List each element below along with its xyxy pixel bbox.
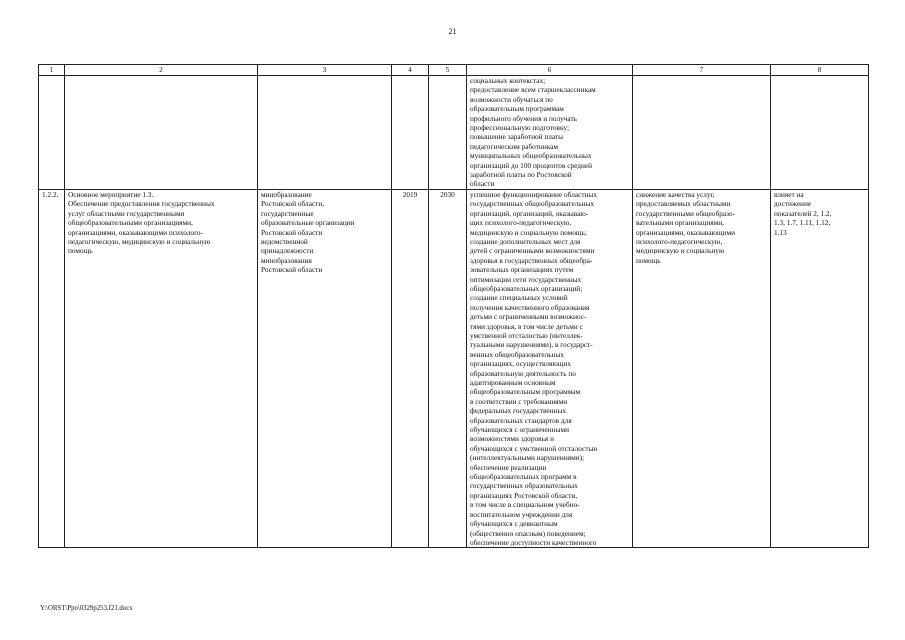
- text-line: оптимизации сети государственных: [470, 274, 582, 284]
- file-path-footer: Y:\ORST\Ppo\0329p253.f21.docx: [40, 605, 133, 612]
- text-line: умственной отсталостью (интеллек-: [470, 330, 583, 340]
- text-line: педагогическую, медицинскую и социальную: [68, 236, 211, 246]
- row-number: 1.2.2.: [39, 189, 65, 547]
- text-line: Обеспечение предоставления государственных: [68, 199, 215, 209]
- page-number: 21: [448, 27, 457, 36]
- text-line: детьми с ограниченными возможнос-: [470, 312, 587, 322]
- text-line: влияет на: [774, 189, 804, 199]
- text-line: помощь: [68, 246, 93, 256]
- text-line: обучающихся с умственной отсталостью: [470, 443, 598, 453]
- text-line: детей с ограниченными возможностями: [470, 246, 595, 256]
- column-number-row: [39, 65, 869, 76]
- text-line: достижение: [774, 199, 812, 209]
- text-line: показателей 2, 1.2,: [774, 208, 832, 218]
- text-line: заработной платы по Ростовской: [470, 170, 572, 180]
- text-line: тями здоровья, в том числе детьми с: [470, 321, 583, 331]
- text-line: области: [470, 179, 495, 189]
- text-line: общеобразовательными организациями,: [68, 218, 193, 228]
- empty-cell: [771, 76, 869, 190]
- column-number: 5: [429, 65, 467, 76]
- text-line: в соответствии с требованиями: [470, 396, 568, 406]
- text-line: общеобразовательным программам: [470, 387, 581, 397]
- text-line: обеспечение доступности качественного: [470, 537, 597, 547]
- text-line: образовательных стандартов для: [470, 415, 572, 425]
- column-number: 6: [467, 65, 633, 76]
- text-line: венных общеобразовательных: [470, 349, 565, 359]
- text-line: организациях Ростовской области,: [470, 490, 578, 500]
- empty-cell: [429, 76, 467, 190]
- text-line: общеобразовательных организаций;: [470, 283, 583, 293]
- text-line: организациях, осуществляющих: [470, 359, 571, 369]
- measures-table: [38, 64, 869, 548]
- text-line: повышение заработной платы: [470, 132, 564, 142]
- continuation-row: [39, 76, 869, 190]
- indicators-cell: [771, 189, 869, 547]
- measure-name-cell: [65, 189, 258, 547]
- text-line: успешное функционирование областных: [470, 189, 597, 199]
- text-line: федеральных государственных: [470, 406, 567, 416]
- text-line: возможности обучаться по: [470, 94, 553, 104]
- text-line: 1.3, 1.7, 1.11, 1.12,: [774, 218, 831, 228]
- column-number: 3: [258, 65, 392, 76]
- text-line: зовательных организациях путем: [470, 265, 574, 275]
- text-line: создание специальных условий: [470, 293, 568, 303]
- start-year: 2019: [392, 189, 429, 547]
- empty-cell: [258, 76, 392, 190]
- text-line: Ростовской области: [261, 265, 323, 275]
- text-line: Ростовской области,: [261, 199, 325, 209]
- text-line: профильного обучения и получать: [470, 113, 577, 123]
- text-line: организациями, оказывающими: [636, 227, 735, 237]
- end-year: 2030: [429, 189, 467, 547]
- text-line: государственных общеобразовательных: [470, 199, 595, 209]
- results-continuation-cell: [467, 76, 633, 190]
- text-line: получения качественного образования: [470, 302, 590, 312]
- empty-cell: [39, 76, 65, 190]
- text-line: возможностями здоровья и: [470, 434, 554, 444]
- text-line: минобразования: [261, 255, 312, 265]
- text-line: организаций, организаций, оказываю-: [470, 208, 589, 218]
- text-line: профессиональную подготовку;: [470, 123, 570, 133]
- text-line: государственные: [261, 208, 314, 218]
- text-line: принадлежности: [261, 246, 314, 256]
- text-line: медицинскую и социальную: [636, 246, 725, 256]
- text-line: Ростовской области: [261, 227, 323, 237]
- text-line: 1.13: [774, 227, 787, 237]
- empty-cell: [392, 76, 429, 190]
- text-line: ведомственной: [261, 236, 308, 246]
- text-line: социальных контекстах;: [470, 76, 546, 85]
- text-line: педагогическим работникам: [470, 141, 559, 151]
- expected-results-cell: [467, 189, 633, 547]
- text-line: воспитательном учреждении для: [470, 509, 573, 519]
- text-line: образовательную деятельность по: [470, 368, 576, 378]
- empty-cell: [633, 76, 771, 190]
- text-line: здоровья в государственных общеобра-: [470, 255, 593, 265]
- text-line: вательными организациями,: [636, 218, 724, 228]
- text-line: предоставляемых областными: [636, 199, 731, 209]
- text-line: образовательные организации: [261, 218, 355, 228]
- text-line: организаций до 100 процентов средней: [470, 160, 593, 170]
- consequences-cell: [633, 189, 771, 547]
- text-line: государственными общеобразо-: [636, 208, 736, 218]
- text-line: минобразование: [261, 189, 312, 199]
- column-number: 7: [633, 65, 771, 76]
- text-line: Основное мероприятие 1.3.: [68, 189, 154, 199]
- text-line: услуг областными государственными: [68, 208, 185, 218]
- text-line: общеобразовательных программ в: [470, 472, 577, 482]
- text-line: психолого-педагогическую,: [636, 236, 723, 246]
- text-line: создание дополнительных мест для: [470, 236, 581, 246]
- table-row: [39, 189, 869, 547]
- text-line: адаптированным основным: [470, 378, 556, 387]
- executor-cell: [258, 189, 392, 547]
- text-line: образовательным программам: [470, 104, 564, 114]
- empty-cell: [65, 76, 258, 190]
- text-line: помощь: [636, 255, 661, 265]
- text-line: обучающихся с ограниченными: [470, 425, 570, 435]
- text-line: организациями, оказывающими психолого-: [68, 227, 203, 237]
- text-line: предоставление всем старшеклассникам: [470, 85, 596, 95]
- text-line: обеспечение реализации: [470, 462, 547, 472]
- column-number: 2: [65, 65, 258, 76]
- text-line: снижение качества услуг,: [636, 189, 715, 199]
- text-line: (общественно опасным) поведением;: [470, 528, 586, 538]
- text-line: в том числе в специальном учебно-: [470, 500, 580, 510]
- text-line: муниципальных общеобразовательных: [470, 151, 592, 161]
- column-number: 1: [39, 65, 65, 76]
- column-number: 4: [392, 65, 429, 76]
- text-line: туальными нарушениями), в государст-: [470, 340, 593, 350]
- text-line: щих психолого-педагогическую,: [470, 218, 572, 228]
- text-line: государственных образовательных: [470, 481, 578, 491]
- text-line: обучающихся с девиантным: [470, 519, 558, 529]
- column-number: 8: [771, 65, 869, 76]
- text-line: медицинскую и социальную помощь;: [470, 227, 587, 237]
- text-line: (интеллектуальными нарушениями);: [470, 453, 585, 463]
